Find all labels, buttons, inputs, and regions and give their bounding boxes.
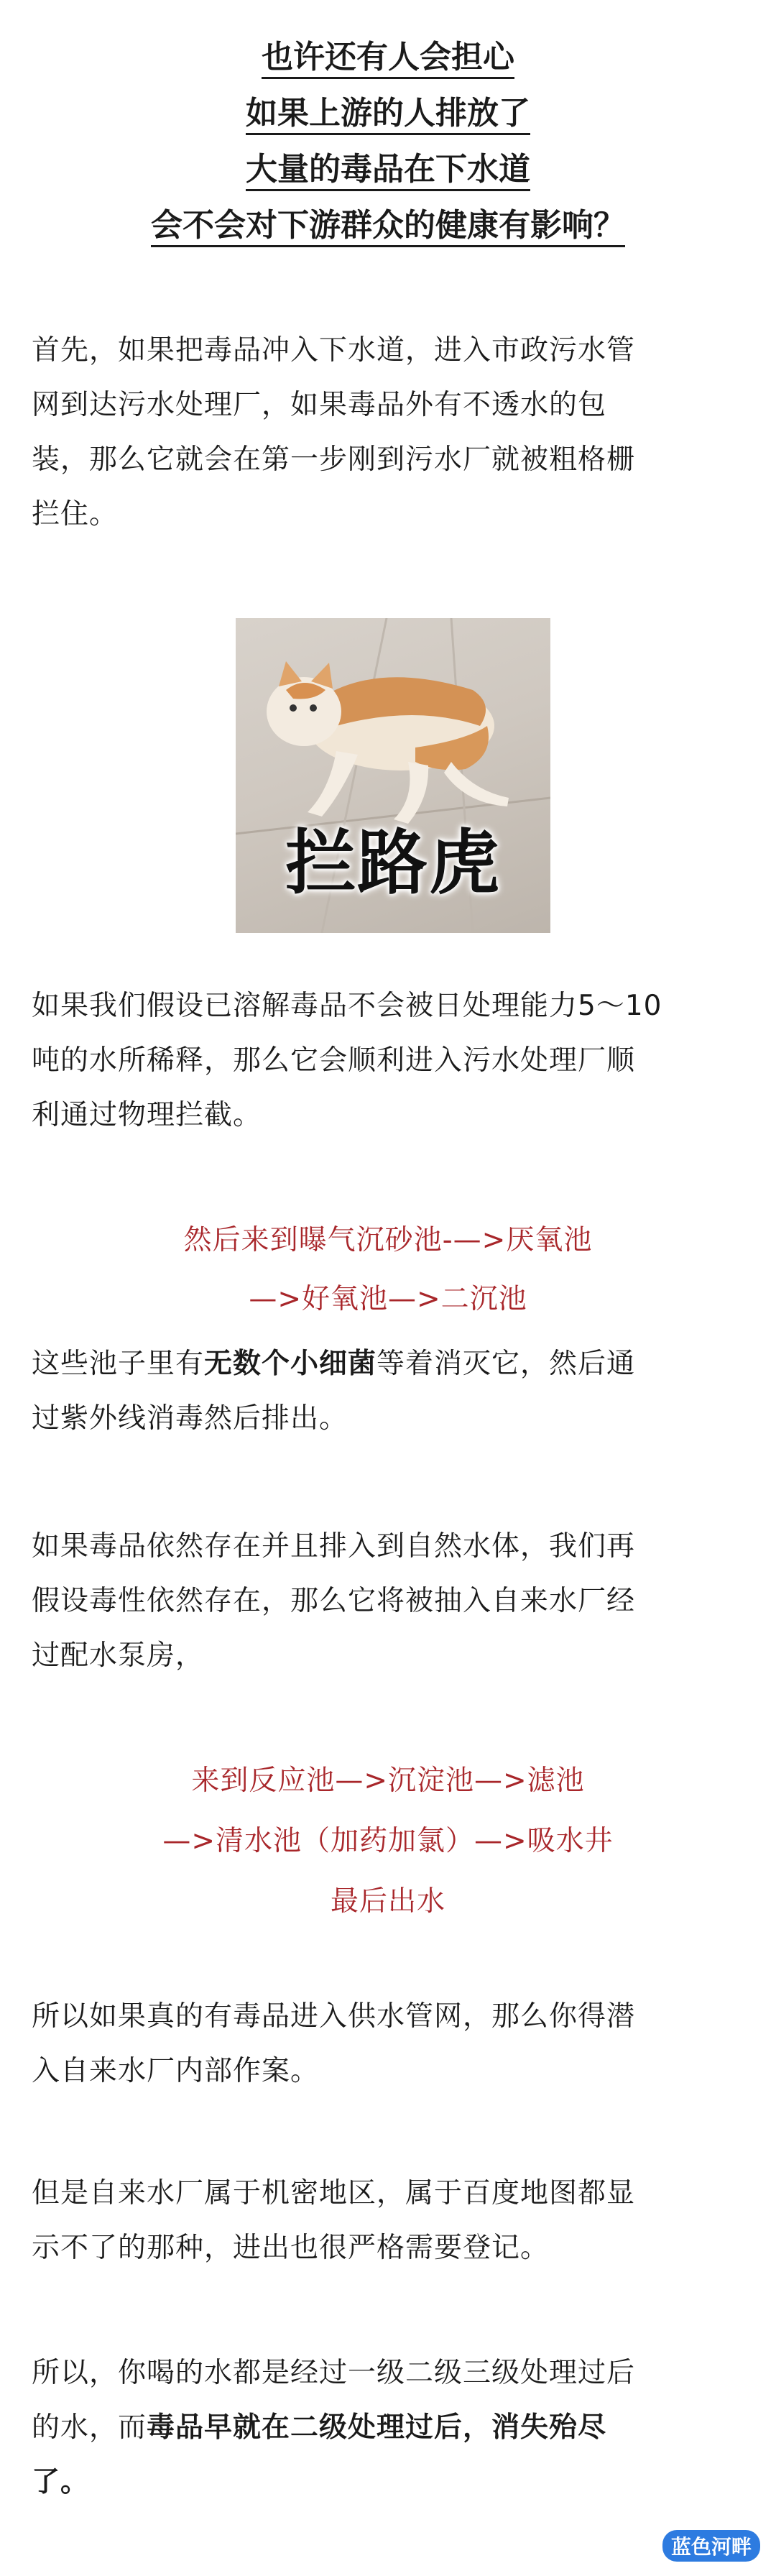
heading-line-1: 也许还有人会担心 (0, 34, 776, 80)
text-line: 过配水泵房， (32, 1639, 205, 1672)
paragraph-3 (32, 1337, 747, 1446)
text-line: 入自来水厂内部作案。 (32, 2055, 320, 2087)
flow-2-line-1: 来到反应池—>沉淀池—>滤池 (191, 1765, 585, 1797)
text-line: 如果我们假设已溶解毒品不会被日处理能力5～10 (32, 990, 662, 1022)
paragraph-1 (32, 323, 747, 542)
text-line: 吨的水所稀释，那么它会顺利进入污水处理厂顺 (32, 1044, 636, 1077)
text-line: 假设毒性依然存在，那么它将被抽入自来水厂经 (32, 1585, 636, 1617)
text-line (32, 2401, 747, 2455)
text-span: 这些池子里有 (32, 1348, 205, 1380)
text-line: 拦住。 (32, 498, 119, 530)
flow-1-line-1: 然后来到曝气沉砂池-—>厌氧池 (183, 1224, 593, 1256)
paragraph-5 (32, 1990, 747, 2099)
text-span: 的水，而 (32, 2411, 147, 2444)
text-line: 利通过物理拦截。 (32, 1099, 262, 1131)
flow-2-line-2: —>清水池（加药加氯）—>吸水井 (162, 1825, 614, 1857)
text-line (32, 1337, 747, 1392)
flow-2-line-3: 最后出水 (330, 1885, 445, 1918)
text-line: 所以，你喝的水都是经过一级二级三级处理过后 (32, 2357, 636, 2389)
watermark-logo (662, 2530, 760, 2562)
bold-text: 毒品早就在二级处理过后，消失殆尽 (147, 2411, 607, 2444)
flow-1-line-2: —>好氧池—>二沉池 (249, 1283, 527, 1315)
text-line (32, 2455, 747, 2510)
bold-text: 了。 (32, 2466, 90, 2498)
watermark-text: 蓝色河畔 (662, 2530, 760, 2562)
paragraph-4 (32, 1519, 747, 1683)
text-line: 网到达污水处理厂，如果毒品外有不透水的包 (32, 389, 607, 421)
meme-caption: 拦路虎 (285, 822, 501, 904)
paragraph-7 (32, 2346, 747, 2510)
text-line: 如果毒品依然存在并且排入到自然水体，我们再 (32, 1530, 636, 1563)
text-line: 过紫外线消毒然后排出。 (32, 1402, 348, 1435)
text-line: 首先，如果把毒品冲入下水道，进入市政污水管 (32, 334, 636, 367)
paragraph-6 (32, 2166, 747, 2276)
meme-image (236, 618, 550, 933)
heading-line-4: 会不会对下游群众的健康有影响？ (0, 203, 776, 249)
heading-line-2: 如果上游的人排放了 (0, 91, 776, 137)
text-line: 但是自来水厂属于机密地区，属于百度地图都显 (32, 2177, 636, 2209)
text-line: 所以如果真的有毒品进入供水管网，那么你得潜 (32, 2000, 636, 2033)
text-span: 等着消灭它，然后通 (377, 1348, 636, 1380)
heading-line-3: 大量的毒品在下水道 (0, 147, 776, 193)
bold-text: 无数个小细菌 (204, 1348, 377, 1380)
paragraph-2 (32, 979, 747, 1143)
text-line: 装，那么它就会在第一步刚到污水厂就被粗格栅 (32, 443, 636, 476)
text-line: 示不了的那种，进出也很严格需要登记。 (32, 2232, 550, 2264)
